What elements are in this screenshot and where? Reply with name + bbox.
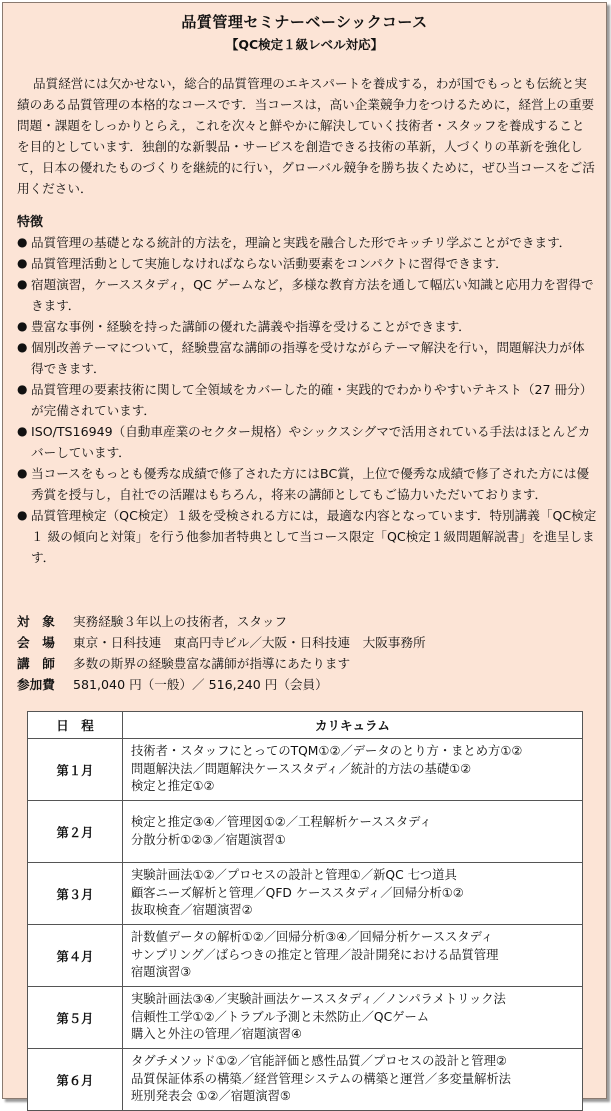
curriculum-line: 班別発表会 ①②／宿題演習⑤ (131, 1089, 291, 1104)
info-label: 会 場 (17, 635, 55, 650)
table-row (28, 801, 583, 863)
feature-item: ● 品質管理の基礎となる統計的方法を，理論と実践を融合した形でキッチリ学ぶことができます． (17, 232, 597, 253)
curriculum-line: 実験計画法③④／実験計画法ケーススタディ／ノンパラメトリック法 (131, 992, 506, 1007)
info-label: 参加費 (17, 677, 55, 692)
curriculum-cell (123, 863, 583, 925)
feature-item: ● 品質管理活動として実施しなければならない活動要素をコンパクトに習得できます． (17, 253, 597, 274)
info-value: 実務経験３年以上の技術者，スタッフ (73, 614, 288, 629)
curriculum-line: 宿題演習③ (131, 965, 192, 980)
table-row (28, 863, 583, 925)
table-row (28, 987, 583, 1049)
features-list (17, 232, 597, 568)
curriculum-line: 顧客ニーズ解析と管理／QFD ケーススタディ／回帰分析①② (131, 885, 464, 900)
curriculum-cell (123, 925, 583, 987)
feature-item: ● 当コースをもっとも優秀な成績で修了された方にはBC賞，上位で優秀な成績で修了された方には優秀賞を授与し，自社での活躍はもちろん，将来の講師としてもご協力いただいております． (17, 463, 597, 505)
curriculum-cell (123, 987, 583, 1049)
page-subtitle: 【QC検定１級レベル対応】 (225, 37, 384, 52)
curriculum-line: 技術者・スタッフにとってのTQM①②／データのとり方・まとめ方①② (131, 744, 523, 759)
table-row (28, 739, 583, 801)
month-cell: 第３月 (28, 863, 123, 925)
feature-item: ● 品質管理の要素技術に関して全領域をカバーした的確・実践的でわかりやすいテキスト（27 冊分）が完備されています． (17, 379, 597, 421)
schedule-header: 日 程 (28, 712, 123, 739)
month-cell: 第１月 (28, 739, 123, 801)
curriculum-header: カリキュラム (123, 712, 583, 739)
info-label: 講 師 (17, 656, 55, 671)
curriculum-line: 検定と推定③④／管理図①②／工程解析ケーススタディ (131, 815, 432, 829)
curriculum-cell (123, 801, 583, 863)
curriculum-line: 購入と外注の管理／宿題演習④ (131, 1027, 302, 1042)
curriculum-line: 問題解決法／問題解決ケーススタディ／統計的方法の基礎①② (131, 761, 472, 776)
info-row-target (17, 611, 597, 632)
table-row (28, 925, 583, 987)
curriculum-table (27, 711, 583, 1111)
info-row-instructor (17, 653, 597, 674)
curriculum-line: 品質保証体系の構築／経営管理システムの構築と運営／多変量解析法 (131, 1071, 511, 1086)
info-value: 多数の斯界の経験豊富な講師が指導にあたります (73, 656, 351, 671)
info-value: 東京・日科技連 東高円寺ビル／大阪・日科技連 大阪事務所 (73, 635, 426, 650)
curriculum-line: 検定と推定①② (131, 779, 215, 794)
curriculum-line: 計数値データの解析①②／回帰分析③④／回帰分析ケーススタディ (131, 930, 494, 945)
curriculum-line: 抜取検査／宿題演習② (131, 903, 253, 918)
month-cell: 第４月 (28, 925, 123, 987)
month-cell: 第５月 (28, 987, 123, 1049)
info-row-venue (17, 632, 597, 653)
features-heading: 特徴 (17, 215, 44, 230)
info-label: 対 象 (17, 614, 55, 629)
feature-item: ● 豊富な事例・経験を持った講師の優れた講義や指導を受けることができます． (17, 316, 597, 337)
info-value: 581,040 円（一般）／ 516,240 円（会員） (73, 677, 328, 692)
course-info (17, 611, 597, 695)
month-cell: 第２月 (28, 801, 123, 863)
month-cell: 第６月 (28, 1049, 123, 1111)
table-row (28, 1049, 583, 1111)
curriculum-cell (123, 1049, 583, 1111)
curriculum-line: 信頼性工学①②／トラブル予測と未然防止／QCゲーム (131, 1009, 430, 1024)
curriculum-line: 分散分析①②③／宿題演習① (131, 832, 286, 847)
page-title: 品質管理セミナーベーシックコース (181, 13, 428, 31)
brochure-panel (2, 2, 607, 1104)
curriculum-header-row (28, 712, 583, 739)
intro-paragraph: 品質経営には欠かせない，総合的品質管理のエキスパートを養成する，わが国でもっとも伝統と実績のある品質管理の本格的なコースです．当コースは，高い企業競争力をつけるために，経営上の重要問題・課題をしっかりとらえ，これを次々と鮮やかに解決していく技術者・スタッフを養成することを目的としています．独創的な新製品・サービスを創造できる技術の革新，人づくりの革新を強化して，日本の優れたものづくりを継続的に行い，グローバル競争を勝ち抜くために，ぜひ当コースをご活用ください． (17, 76, 595, 196)
curriculum-cell (123, 739, 583, 801)
feature-item: ● 個別改善テーマについて，経験豊富な講師の指導を受けながらテーマ解決を行い，問題解決力が体得できます． (17, 337, 597, 379)
feature-item: ● 宿題演習，ケーススタディ，QC ゲームなど，多様な教育方法を通して幅広い知識と応用力を習得できます． (17, 274, 597, 316)
feature-item: ● 品質管理検定（QC検定）１級を受検される方には，最適な内容となっています．特別講義「QC検定１ 級の傾向と対策」を行う他参加者特典として当コース限定「QC検定１級問題解説書」を進呈します． (17, 505, 597, 568)
curriculum-line: 実験計画法①②／プロセスの設計と管理①／新QC 七つ道具 (131, 868, 457, 883)
info-row-fee (17, 674, 597, 695)
curriculum-line: タグチメソッド①②／官能評価と感性品質／プロセスの設計と管理② (131, 1054, 507, 1069)
feature-item: ● ISO/TS16949（自動車産業のセクター規格）やシックスシグマで活用されている手法はほとんどカバーしています． (17, 421, 597, 463)
curriculum-line: サンプリング／ばらつきの推定と管理／設計開発における品質管理 (131, 947, 499, 962)
